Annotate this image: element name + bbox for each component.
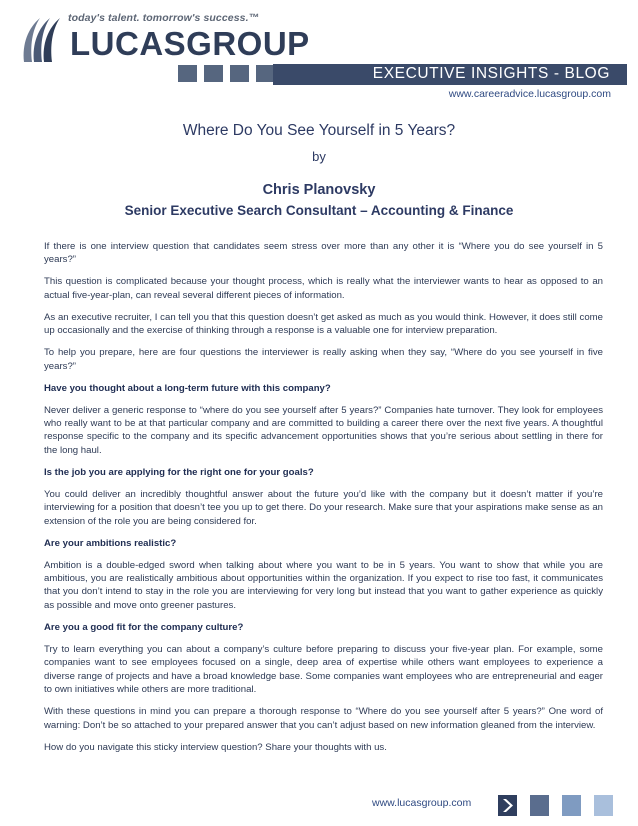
question-heading: Is the job you are applying for the right one for your goals? <box>44 466 314 478</box>
article-body <box>44 240 603 763</box>
paragraph: As an executive recruiter, I can tell you that this question doesn’t get asked as much as you would think. However, it does still come up occasionally and the exercise of thinking through a response is a valuable one for interview preparation. <box>44 311 603 337</box>
paragraph: With these questions in mind you can prepare a thorough response to “Where do you see yourself after 5 years?” One word of warning: Don’t be so attached to your prepared answer that you can’t adjust based on new information gleaned from the interview. <box>44 706 603 731</box>
paragraph: This question is complicated because your thought process, which is really what the interviewer wants to hear as opposed to an actual five-year-plan, can reveal several different pieces of information. <box>44 276 603 301</box>
paragraph: Ambition is a double-edged sword when talking about where you want to be in 5 years. You want to show that while you are ambitious, you are realistically ambitious about opportunities within the organization. If you expect to rise too fast, it communicates that you don’t intend to stay in the role you are interviewing for very long but instead that you want to gather experience as quickly as possible and move onto greener pastures. <box>44 559 603 611</box>
question-heading: Are you a good fit for the company culture? <box>44 621 244 633</box>
author-name: Chris Planovsky <box>262 182 376 198</box>
paragraph: How do you navigate this sticky interview question? Share your thoughts with us. <box>44 741 387 753</box>
blog-banner <box>273 64 627 85</box>
byline-by: by <box>312 149 326 164</box>
paragraph: You could deliver an incredibly thoughtful answer about the future you’d like with the company but it doesn’t matter if you’re interviewing for a position that doesn’t tee you up to get there. Do your research. Make sure that your aspirations make sense as an extension of the role you are being considered for. <box>44 488 603 527</box>
decor-square <box>178 65 197 82</box>
page-title: Where Do You See Yourself in 5 Years? <box>182 122 456 139</box>
banner-title: EXECUTIVE INSIGHTS - BLOG <box>372 65 610 82</box>
brand-wordmark: LUCASGROUP <box>70 25 310 62</box>
decor-square <box>594 795 613 816</box>
question-heading: Are your ambitions realistic? <box>44 537 177 549</box>
next-page-button[interactable] <box>498 795 517 816</box>
brand-tagline: today's talent. tomorrow's success.™ <box>68 12 260 24</box>
chevron-right-icon <box>501 798 514 813</box>
decor-square <box>230 65 249 82</box>
footer-url-link[interactable]: www.lucasgroup.com <box>372 797 472 809</box>
blog-url-link[interactable]: www.careeradvice.lucasgroup.com <box>448 88 611 100</box>
company-logo <box>20 10 310 62</box>
author-role: Senior Executive Search Consultant – Accounting & Finance <box>124 203 514 218</box>
paragraph: If there is one interview question that candidates seem stress over more than any other it is “Where you do see yourself in 5 years?” <box>44 241 603 266</box>
paragraph: Try to learn everything you can about a company’s culture before preparing to discuss your five-year plan. For example, some companies want to see employees focused on a single, deep area of expertise while others want employees to experience a diverse range of projects and have a broad knowledge base. Some companies want employees who are entrepreneurial and eager to own initiatives while others are more traditional. <box>44 643 603 696</box>
decor-square <box>204 65 223 82</box>
question-heading: Have you thought about a long-term future with this company? <box>44 382 331 394</box>
decor-square <box>562 795 581 816</box>
footer-decor <box>498 795 613 816</box>
logo-mark-icon <box>20 14 66 64</box>
decorative-squares <box>178 65 275 82</box>
decor-square <box>530 795 549 816</box>
paragraph: Never deliver a generic response to “where do you see yourself after 5 years?” Companies hate turnover. They look for employees who really want to be at that particular company and are committed to building a career there over the next five years. A thoughtful response specific to the company and its specific advancement opportunities shows that you’re serious about settling in there for the long haul. <box>44 404 603 456</box>
paragraph: To help you prepare, here are four questions the interviewer is really asking when they say, “Where do you see yourself in five years?” <box>44 347 603 372</box>
